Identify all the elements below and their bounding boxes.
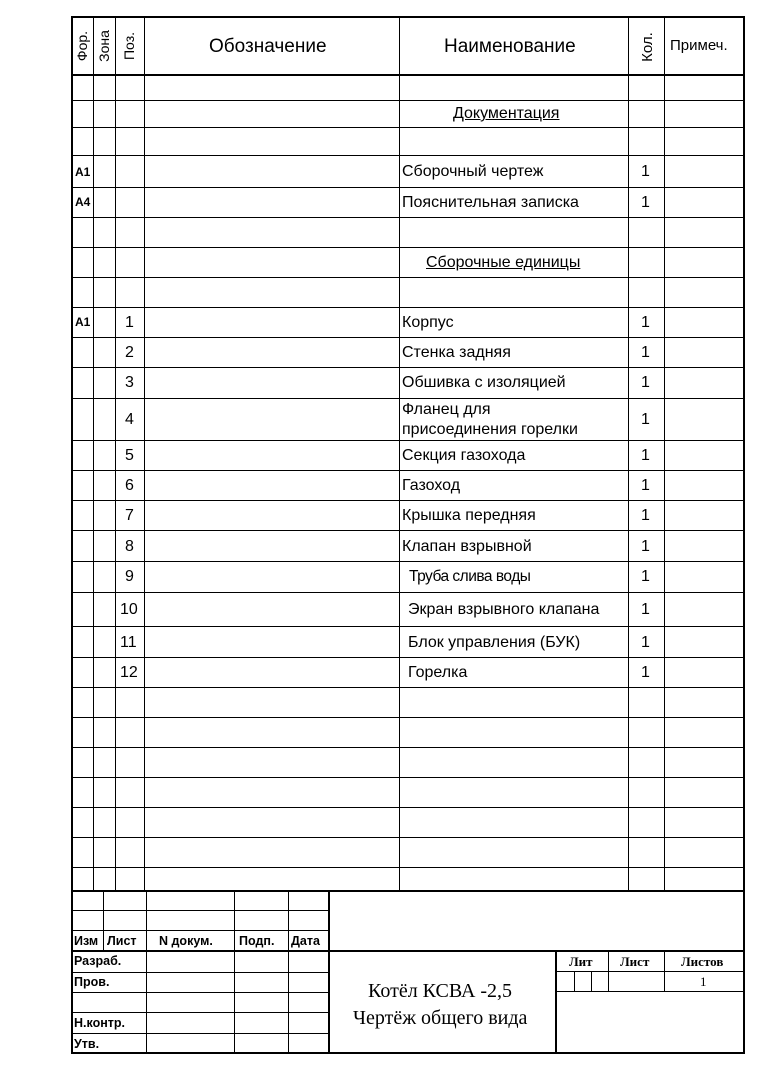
label-lit: Лит	[569, 954, 593, 969]
row-quantity: 1	[641, 447, 650, 464]
label-podp: Подп.	[239, 934, 275, 948]
row-quantity: 1	[641, 194, 650, 211]
sheets-value: 1	[700, 974, 707, 989]
header-designation: Обозначение	[209, 36, 327, 57]
row-name: Стенка задняя	[402, 344, 511, 361]
row-name: Труба слива воды	[409, 568, 531, 585]
row-quantity: 1	[641, 477, 650, 494]
label-sheets: Листов	[681, 954, 724, 969]
row-name: Экран взрывного клапана	[408, 601, 600, 618]
section-documentation: Документация	[453, 105, 560, 122]
row-position: 12	[120, 664, 138, 681]
row-name: Клапан взрывной	[402, 538, 532, 555]
row-name: Секция газохода	[402, 447, 526, 464]
header-format: Фор.	[74, 30, 90, 62]
row-quantity: 1	[641, 411, 650, 428]
header-note: Примеч.	[670, 37, 728, 54]
row-quantity: 1	[641, 634, 650, 651]
row-position: 5	[125, 447, 134, 464]
row-name: Горелка	[408, 664, 468, 681]
row-position: 6	[125, 477, 134, 494]
frame-bottom	[71, 1052, 745, 1054]
label-n-kontr: Н.контр.	[74, 1016, 126, 1030]
row-quantity: 1	[641, 344, 650, 361]
label-n-dokum: N докум.	[159, 934, 213, 948]
header-quantity: Кол.	[639, 32, 656, 62]
label-izm: Изм	[74, 934, 99, 948]
row-position: 7	[125, 507, 134, 524]
label-sheet: Лист	[620, 954, 650, 969]
frame-right	[743, 16, 745, 1054]
row-format: A1	[75, 165, 91, 179]
row-name: Обшивка с изоляцией	[402, 374, 566, 391]
row-name: Блок управления (БУК)	[408, 634, 581, 651]
row-name: Газоход	[402, 477, 461, 494]
row-position: 3	[125, 374, 134, 391]
row-quantity: 1	[641, 601, 650, 618]
row-position: 11	[120, 634, 137, 651]
frame-left	[71, 16, 73, 1054]
row-quantity: 1	[641, 163, 650, 180]
row-name-line2: присоединения горелки	[402, 421, 578, 438]
row-position: 2	[125, 344, 134, 361]
row-quantity: 1	[641, 538, 650, 555]
row-name: Крышка передняя	[402, 507, 536, 524]
header-zone: Зона	[96, 30, 112, 62]
row-name: Корпус	[402, 314, 454, 331]
row-name: Фланец для	[402, 401, 491, 418]
row-position: 4	[125, 411, 134, 428]
label-data: Дата	[291, 934, 320, 948]
row-position: 9	[125, 568, 134, 585]
row-format: A4	[75, 195, 91, 209]
drawing-title-line1: Котёл КСВА -2,5	[368, 980, 513, 1002]
frame-top	[71, 16, 745, 18]
row-quantity: 1	[641, 374, 650, 391]
header-position: Поз.	[121, 32, 137, 60]
label-razrab: Разраб.	[74, 954, 122, 968]
label-list: Лист	[107, 934, 137, 948]
row-quantity: 1	[641, 507, 650, 524]
label-utv: Утв.	[74, 1037, 100, 1051]
row-position: 8	[125, 538, 134, 555]
row-name: Пояснительная записка	[402, 194, 579, 211]
row-quantity: 1	[641, 314, 650, 331]
row-format: A1	[75, 315, 91, 329]
row-position: 1	[125, 314, 134, 331]
section-assembly-units: Сборочные единицы	[426, 254, 581, 271]
header-name: Наименование	[444, 36, 576, 57]
label-prov: Пров.	[74, 975, 110, 989]
row-quantity: 1	[641, 664, 650, 681]
drawing-title-line2: Чертёж общего вида	[353, 1007, 528, 1029]
row-position: 10	[120, 601, 138, 618]
row-name: Сборочный чертеж	[402, 163, 544, 180]
row-quantity: 1	[641, 568, 650, 585]
